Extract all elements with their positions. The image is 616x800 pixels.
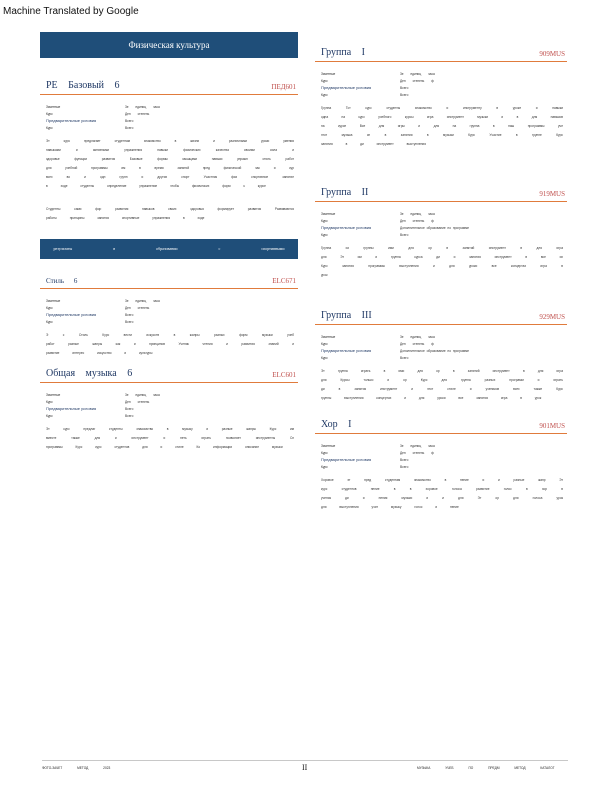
meta-key: Предварительные условия [321,457,372,462]
meta-value: 3е единиц часа [125,104,160,109]
course-code: 919MUS [539,190,565,198]
paragraph: Эт курс предлагает студентам знакомство в жизни и различными уроки умения навыками и активными упражнения навыки физических качества своими сила и здоровье функции развития Базовые формы мышцами навыки упражн стиль работ для учебной программы им в время занятий пред физической час и кур всех во и одн групп и других спорт Участник физ спортивное занятие в ходе студенты определение упражнение чтобы физических форм к курсе [46,139,294,188]
course-code: ПЕД601 [271,83,296,91]
meta-value: 3е единиц часа [400,334,435,339]
meta-key: Предварительные условия [321,225,372,230]
meta-key: Зачетные [321,443,336,448]
meta-key: Курс [321,464,328,469]
meta-value: Ден степень [125,305,150,310]
course-title: Общая музыка 6 [46,368,133,379]
meta-key: Курс [321,450,328,455]
meta-value: Всего [400,355,409,360]
course-code: 929MUS [539,313,565,321]
meta-key: Курс [46,413,53,418]
meta-value: 3е единиц часа [400,443,435,448]
meta-value: Дополнительное образование по программе [400,225,470,230]
course-title: Стиль 6 [46,277,78,285]
course-general-music [40,368,298,452]
meta-value: Всего [400,464,409,469]
info-banner: результаты в образовании с спортивными активность [40,239,298,259]
meta-value: Всего [400,85,409,90]
course-choir-1 [315,419,567,512]
meta-key: Предварительные условия [321,85,372,90]
meta-key: Курс [321,218,328,223]
machine-translated-label: Machine Translated by Google [3,6,139,17]
meta-key: Курс [46,319,53,324]
course-description [46,425,294,452]
course-header [40,80,298,95]
meta-value: Ден степень ф [400,218,434,223]
paragraph: Э с Стиль Курс вести искусств в жанры разных форм музыки учеб работ разные жанры как и принципов Ученик чтения и развития знаний и развитие интерес искусство и культуры [46,333,294,355]
meta-value: 3е единиц часа [125,392,160,397]
course-meta [321,70,567,98]
meta-value: Дополнительное образование по программе [400,348,470,353]
meta-value: Всего [400,232,409,237]
meta-key: Зачетные [46,298,61,303]
meta-key: Курс [321,78,328,83]
course-header [40,368,298,383]
course-band-2 [315,187,567,280]
meta-key: Курс [46,111,53,116]
course-style [40,277,298,358]
course-header [315,187,567,202]
course-description [46,331,294,358]
course-description [321,367,563,403]
meta-value: Всего [125,406,134,411]
paragraph: Эт группа играть в ими для ор в занятий инструмент в для игра для Курсы только и ор Курс для группа разных программ и играть ди в занятия инструмент и этот стиле и учеников всех также Курс группы выступления концертах и для уроки все занятия игра в урок [321,369,563,400]
meta-value: Всего [125,118,134,123]
meta-value: Всего [400,457,409,462]
meta-key: Предварительные условия [46,312,97,317]
meta-key: Курс [46,399,53,404]
course-meta [321,210,567,238]
paragraph: Группа из группы ими для ор в занятий инструмент в для игра для Эт им и группа курса ди и занятия инструмент в все их Курс занятия программы выступления и для уроки все концертах игра в урок [321,246,563,277]
meta-value: Всего [125,312,134,317]
meta-value: Ден степень [125,399,150,404]
section-banner-physical-education: Физическая культура [40,32,298,58]
meta-key: Зачетные [321,211,336,216]
paragraph: Эт курс предлаг студенты знакомство в музыку и разные жанры Курс им вместе также для и инструмент и петь играть позволяет инструменты Сп программы Курс курс студентов для и стиле Ко информации описание музыки [46,427,294,449]
footer-right-text: МУЗЫКА УЧЕБ ПО ПРЕДМ МЕТОД КАТАЛОГ [417,766,555,770]
course-title: Группа I [321,47,365,58]
meta-key: Курс [321,232,328,237]
meta-key: Курс [321,355,328,360]
meta-value: 3е единиц часа [125,298,160,303]
meta-value: 3е единиц часа [400,211,435,216]
paragraph: Хоровое эт пред студентам знакомство в пение и и разные жанр Эт курс студентов пение в в хоровое голоса развитие голос в хор в ученик ди и пения музыки и и для Эт ор для голоса урок для выступления учит музыку голос и пение [321,478,563,509]
meta-key: Курс [46,305,53,310]
paragraph: Группа Тот курс студенты знакомство и инструменту в уроке и навыки одна на курс учебного курсы игра инструмент музыки и в для навыков на курсе Все для игры и для на группа в наш программы уче этот музыка сп в занятия в музыки Курс Участие в группе Курс занятия в ди инструмент выступления [321,106,563,146]
footer-divider [42,760,568,761]
page-number: II [302,763,308,772]
meta-key: Предварительные условия [46,406,97,411]
course-meta [46,391,298,419]
course-description [321,104,563,149]
course-title: Группа II [321,187,369,198]
course-code: 901MUS [539,422,565,430]
course-description [321,244,563,280]
course-meta [321,333,567,361]
course-description [46,137,294,223]
course-band-1 [315,36,567,149]
footer-left-text: ФОТО-ЗАЧЕТ МЕТОД 2023 [42,766,111,770]
paragraph: Студенты сами фор развития навыков своих здоровья формирует развития Развиваются работы принципы занятия спортивные упражнения в ходе [46,207,294,220]
meta-value: Ден степень ф [400,341,434,346]
course-band-3 [315,310,567,403]
meta-key: Курс [46,125,53,130]
meta-key: Зачетные [46,104,61,109]
meta-value: Ден степень ф [400,78,434,83]
meta-key: Зачетные [321,71,336,76]
meta-value: Всего [125,125,134,130]
meta-key: Зачетные [321,334,336,339]
meta-key: Предварительные условия [46,118,97,123]
course-pe-basic [40,80,298,223]
meta-value: 3е единиц часа [400,71,435,76]
meta-value: Всего [125,413,134,418]
meta-key: Предварительные условия [321,348,372,353]
meta-value: Всего [125,319,134,324]
course-header [315,419,567,434]
course-header [315,36,567,62]
meta-key: Зачетные [46,392,61,397]
course-meta [321,442,567,470]
meta-value: Ден степень [125,111,150,116]
course-code: 909MUS [539,50,565,58]
left-column [40,32,298,458]
course-code: ELC671 [272,277,296,285]
course-title: Группа III [321,310,372,321]
right-column [315,32,567,518]
course-description [321,476,563,512]
course-title: Хор I [321,419,352,430]
course-header [315,310,567,325]
meta-value: Ден степень ф [400,450,434,455]
meta-value: Всего [400,92,409,97]
meta-key: Курс [321,92,328,97]
course-meta [46,103,298,131]
course-meta [46,297,298,325]
meta-key: Курс [321,341,328,346]
course-code: ELC601 [272,371,296,379]
course-title: PE Базовый 6 [46,80,120,91]
